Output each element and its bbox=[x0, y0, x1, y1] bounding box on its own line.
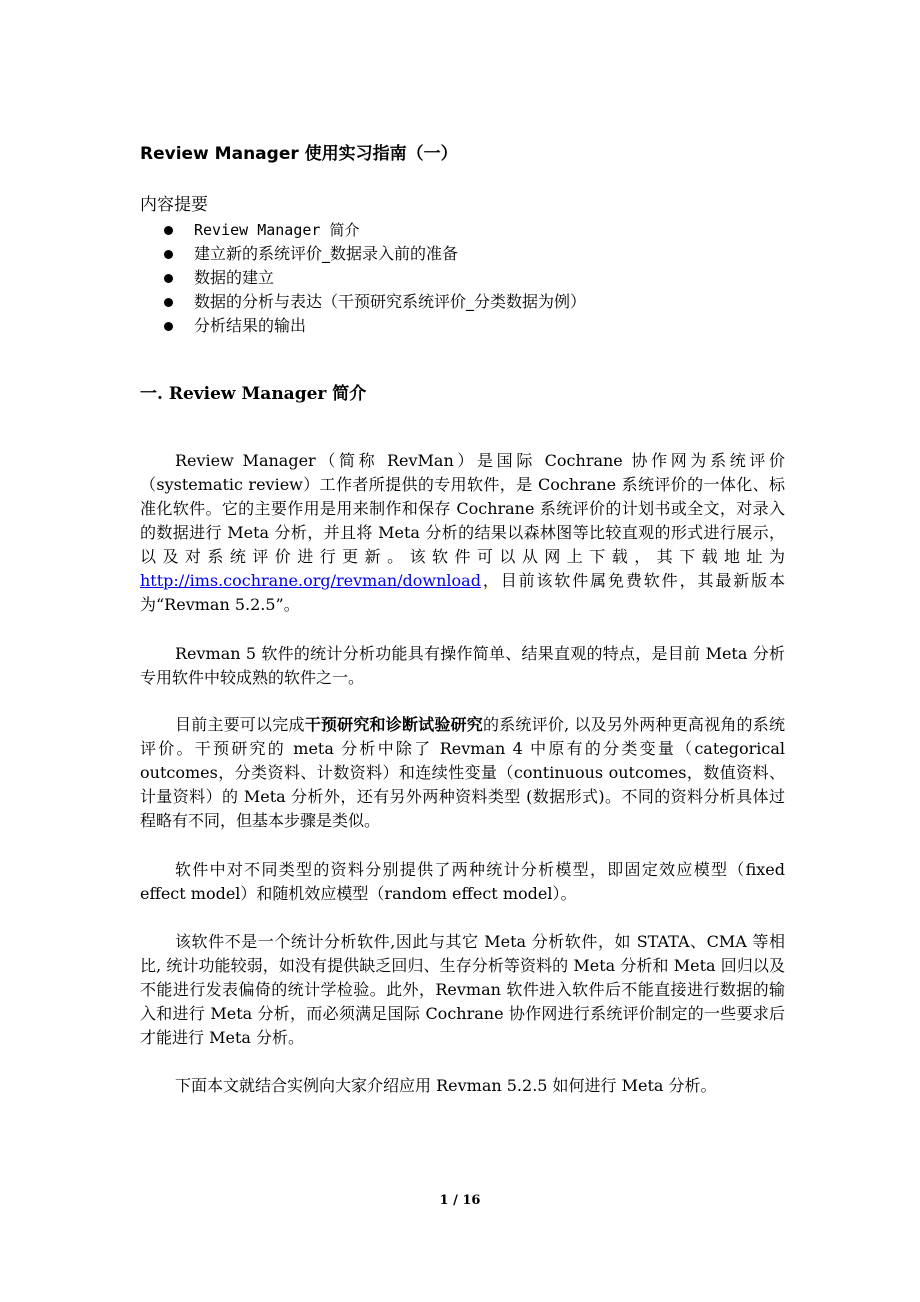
toc-item-text: 数据的分析与表达（干预研究系统评价_分类数据为例） bbox=[194, 292, 587, 311]
section-heading: 一. Review Manager 简介 bbox=[140, 384, 367, 404]
bullet-icon bbox=[164, 274, 173, 283]
paragraph-features: Revman 5 软件的统计分析功能具有操作简单、结果直观的特点，是目前 Meta 分析专用软件中较成熟的软件之一。 bbox=[140, 644, 785, 687]
toc-item bbox=[140, 267, 800, 291]
paragraph-models: 软件中对不同类型的资料分别提供了两种统计分析模型，即固定效应模型（fixed effect model）和随机效应模型（random effect model）。 bbox=[140, 860, 785, 903]
download-link[interactable]: http://ims.cochrane.org/revman/download bbox=[140, 571, 481, 590]
toc-item bbox=[140, 219, 800, 243]
paragraph-intro bbox=[140, 449, 785, 617]
page-number: 1 / 16 bbox=[439, 1193, 481, 1208]
toc-item bbox=[140, 243, 800, 267]
bullet-icon bbox=[164, 250, 173, 259]
paragraph-text: Review Manager（简称 RevMan）是国际 Cochrane 协作网为系统评价（systematic review）工作者所提供的专用软件，是 Cochrane 系统评价的一体化、标准化软件。它的主要作用是用来制作和保存 Cochrane 系统评价的计划书或全文，对录入的数据进行 Meta 分析，并且将 Meta 分析的结果以森林图等比较直观的形式进行展示，以及对系统评价进行更新。该软件可以从网上下载，其下载地址为 bbox=[140, 451, 785, 566]
toc-item-text: 数据的建立 bbox=[194, 268, 275, 287]
toc-item-text: 建立新的系统评价_数据录入前的准备 bbox=[194, 244, 459, 263]
paragraph-closing: 下面本文就结合实例向大家介绍应用 Revman 5.2.5 如何进行 Meta 分析。 bbox=[175, 1076, 717, 1095]
paragraph-text: 的系统评价, 以及另外两种更高视角的系统评价。干预研究的 meta 分析中除了 Revman 4 中原有的分类变量（categorical outcomes，分类资料、计数资料）和连续性变量（continuous outcomes，数值资料、计量资料）的 Meta 分析外，还有另外两种资料类型 (数据形式)。不同的资料分析具体过程略有不同，但基本步骤是类似。 bbox=[140, 715, 785, 830]
toc-heading: 内容提要 bbox=[140, 195, 208, 215]
toc-item bbox=[140, 291, 800, 315]
bullet-icon bbox=[164, 226, 173, 235]
bullet-icon bbox=[164, 322, 173, 331]
paragraph-text: ，目前该软件属免费软件，其最新版本为“Revman 5.2.5”。 bbox=[140, 571, 785, 614]
bullet-icon bbox=[164, 298, 173, 307]
paragraph-text: 目前主要可以完成 bbox=[175, 715, 305, 734]
toc-list bbox=[140, 219, 800, 339]
emphasis-text: 干预研究和诊断试验研究 bbox=[304, 715, 484, 734]
paragraph-capabilities bbox=[140, 713, 785, 833]
toc-item-text: 分析结果的输出 bbox=[194, 316, 307, 335]
document-title: Review Manager 使用实习指南（一） bbox=[140, 144, 458, 164]
toc-item bbox=[140, 315, 800, 339]
toc-item-text: Review Manager 简介 bbox=[194, 221, 360, 239]
paragraph-limitations: 该软件不是一个统计分析软件,因此与其它 Meta 分析软件，如 STATA、CMA 等相比, 统计功能较弱，如没有提供缺乏回归、生存分析等资料的 Meta 分析和 Meta 回归以及不能进行发表偏倚的统计学检验。此外，Revman 软件进入软件后不能直接进行数据的输入和进行 Meta 分析，而必须满足国际 Cochrane 协作网进行系统评价制定的一些要求后才能进行 Meta 分析。 bbox=[140, 932, 785, 1047]
